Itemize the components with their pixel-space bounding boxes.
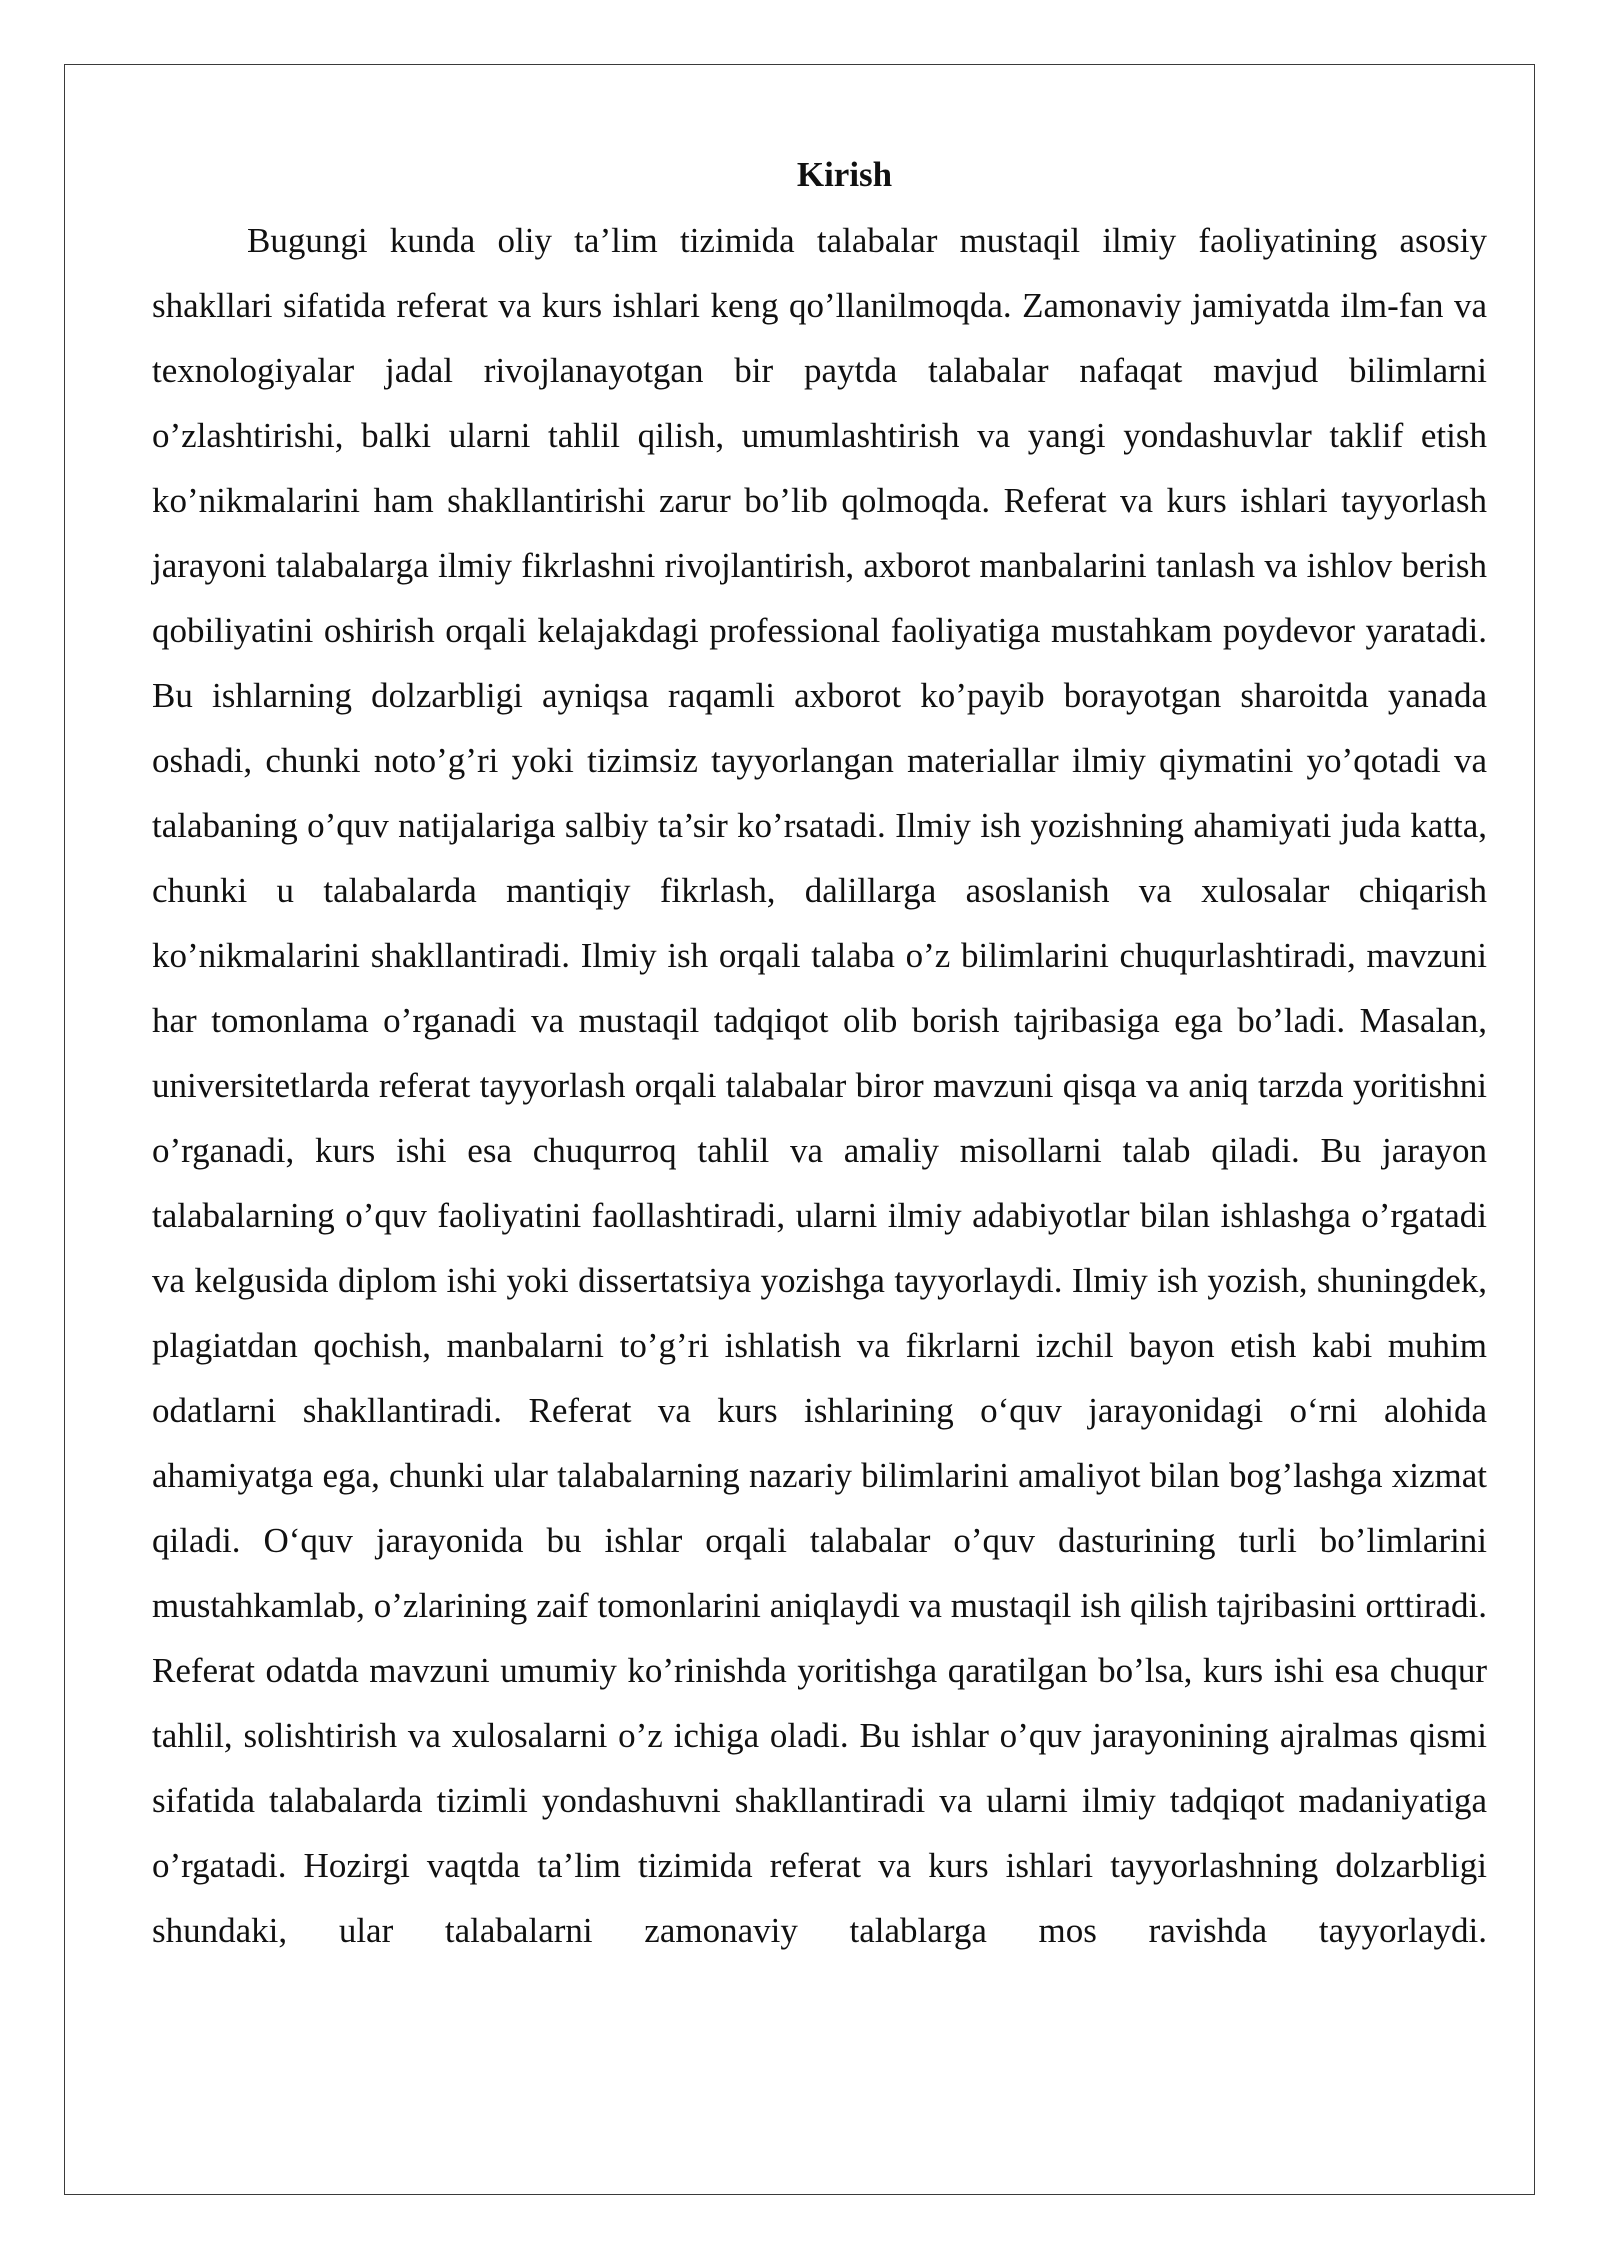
section-title: Kirish	[796, 155, 893, 194]
document-body	[152, 150, 1487, 1963]
body-paragraph: Bugungi kunda oliy ta’lim tizimida talabalar mustaqil ilmiy faoliyatining asosiy shakllari sifatida referat va kurs ishlari keng qo’llanilmoqda. Zamonaviy jamiyatda ilm-fan va texnologiyalar jadal rivojlanayotgan bir paytda talabalar nafaqat mavjud bilimlarni o’zlashtirishi, balki ularni tahlil qilish, umumlashtirish va yangi yondashuvlar taklif etish ko’nikmalarini ham shakllantirishi zarur bo’lib qolmoqda. Referat va kurs ishlari tayyorlash jarayoni talabalarga ilmiy fikrlashni rivojlantirish, axborot manbalarini tanlash va ishlov berish qobiliyatini oshirish orqali kelajakdagi professional faoliyatiga mustahkam poydevor yaratadi. Bu ishlarning dolzarbligi ayniqsa raqamli axborot ko’payib borayotgan sharoitda yanada oshadi, chunki noto’g’ri yoki tizimsiz tayyorlangan materiallar ilmiy qiymatini yo’qotadi va talabaning o’quv natijalariga salbiy ta’sir ko’rsatadi. Ilmiy ish yozishning ahamiyati juda katta, chunki u talabalarda mantiqiy fikrlash, dalillarga asoslanish va xulosalar chiqarish ko’nikmalarini shakllantiradi. Ilmiy ish orqali talaba o’z bilimlarini chuqurlashtiradi, mavzuni har tomonlama o’rganadi va mustaqil tadqiqot olib borish tajribasiga ega bo’ladi. Masalan, universitetlarda referat tayyorlash orqali talabalar biror mavzuni qisqa va aniq tarzda yoritishni o’rganadi, kurs ishi esa chuqurroq tahlil va amaliy misollarni talab qiladi. Bu jarayon talabalarning o’quv faoliyatini faollashtiradi, ularni ilmiy adabiyotlar bilan ishlashga o’rgatadi va kelgusida diplom ishi yoki dissertatsiya yozishga tayyorlaydi. Ilmiy ish yozish, shuningdek, plagiatdan qochish, manbalarni to’g’ri ishlatish va fikrlarni izchil bayon etish kabi muhim odatlarni shakllantiradi. Referat va kurs ishlarining o‘quv jarayonidagi o‘rni alohida ahamiyatga ega, chunki ular talabalarning nazariy bilimlarini amaliyot bilan bog’lashga xizmat qiladi. O‘quv jarayonida bu ishlar orqali talabalar o’quv dasturining turli bo’limlarini mustahkamlab, o’zlarining zaif tomonlarini aniqlaydi va mustaqil ish qilish tajribasini orttiradi. Referat odatda mavzuni umumiy ko’rinishda yoritishga qaratilgan bo’lsa, kurs ishi esa chuqur tahlil, solishtirish va xulosalarni o’z ichiga oladi. Bu ishlar o’quv jarayonining ajralmas qismi sifatida talabalarda tizimli yondashuvni shakllantiradi va ularni ilmiy tadqiqot madaniyatiga o’rgatadi. Hozirgi vaqtda ta’lim tizimida referat va kurs ishlari tayyorlashning dolzarbligi shundaki, ular talabalarni zamonaviy talablarga mos ravishda tayyorlaydi.	[152, 221, 1487, 1950]
